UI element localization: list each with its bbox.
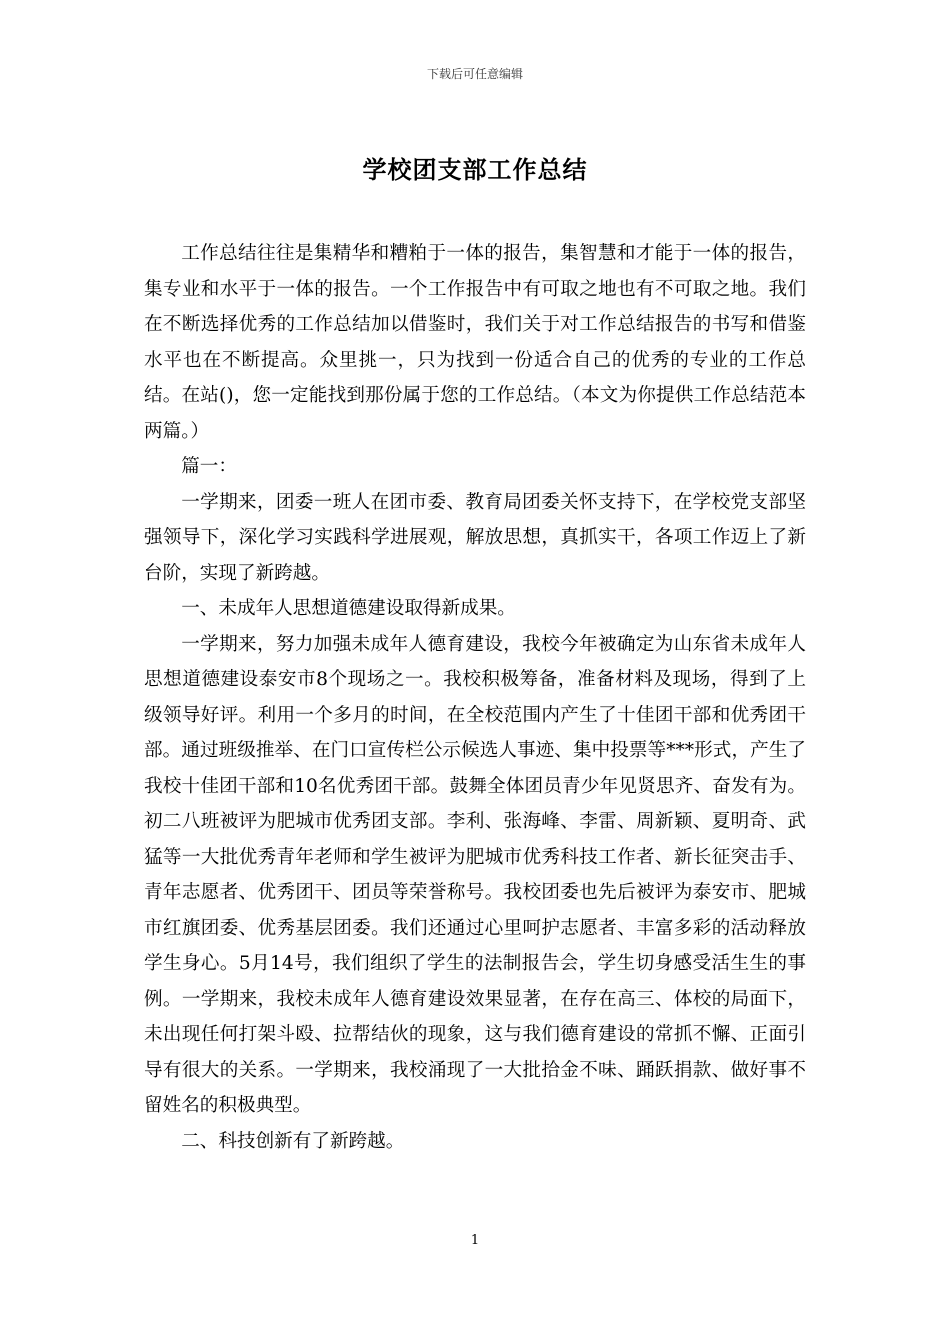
document-body [144,236,806,1159]
document-title: 学校团支部工作总结 [362,155,588,184]
paragraph-intro: 工作总结往往是集精华和糟粕于一体的报告，集智慧和才能于一体的报告，集专业和水平于一体的报告。一个工作报告中有可取之地也有不可取之地。我们在不断选择优秀的工作总结加以借鉴时，我们关于对工作总结报告的书写和借鉴水平也在不断提高。众里挑一，只为找到一份适合自己的优秀的专业的工作总结。在站()，您一定能找到那份属于您的工作总结。（本文为你提供工作总结范本两篇。） [144,243,806,442]
paragraph-overview: 一学期来，团委一班人在团市委、教育局团委关怀支持下，在学校党支部坚强领导下，深化学习实践科学进展观，解放思想，真抓实干，各项工作迈上了新台阶，实现了新跨越。 [144,491,806,584]
section-heading-one: 一、未成年人思想道德建设取得新成果。 [181,598,516,619]
page-number: 1 [470,1233,480,1248]
header-note: 下载后可任意编辑 [426,67,523,81]
paragraph-moral-education: 一学期来，努力加强未成年人德育建设，我校今年被确定为山东省未成年人思想道德建设泰安市8个现场之一。我校积极筹备，准备材料及现场，得到了上级领导好评。利用一个多月的时间，在全校范围内产生了十佳团干部和优秀团干部。通过班级推举、在门口宣传栏公示候选人事迹、集中投票等***形式，产生了我校十佳团干部和10名优秀团干部。鼓舞全体团员青少年见贤思齐、奋发有为。初二八班被评为肥城市优秀团支部。李利、张海峰、李雷、周新颖、夏明奇、武猛等一大批优秀青年老师和学生被评为肥城市优秀科技工作者、新长征突击手、青年志愿者、优秀团干、团员等荣誉称号。我校团委也先后被评为泰安市、肥城市红旗团委、优秀基层团委。我们还通过心里呵护志愿者、丰富多彩的活动释放学生身心。5月14号，我们组织了学生的法制报告会，学生切身感受活生生的事例。一学期来，我校未成年人德育建设效果显著，在存在高三、体校的局面下，未出现任何打架斗殴、拉帮结伙的现象，这与我们德育建设的常抓不懈、正面引导有很大的关系。一学期来，我校涌现了一大批拾金不味、踊跃捐款、做好事不留姓名的积极典型。 [144,633,806,1116]
paragraph-part-one-heading: 篇一： [181,456,237,477]
section-heading-two: 二、科技创新有了新跨越。 [181,1130,405,1152]
